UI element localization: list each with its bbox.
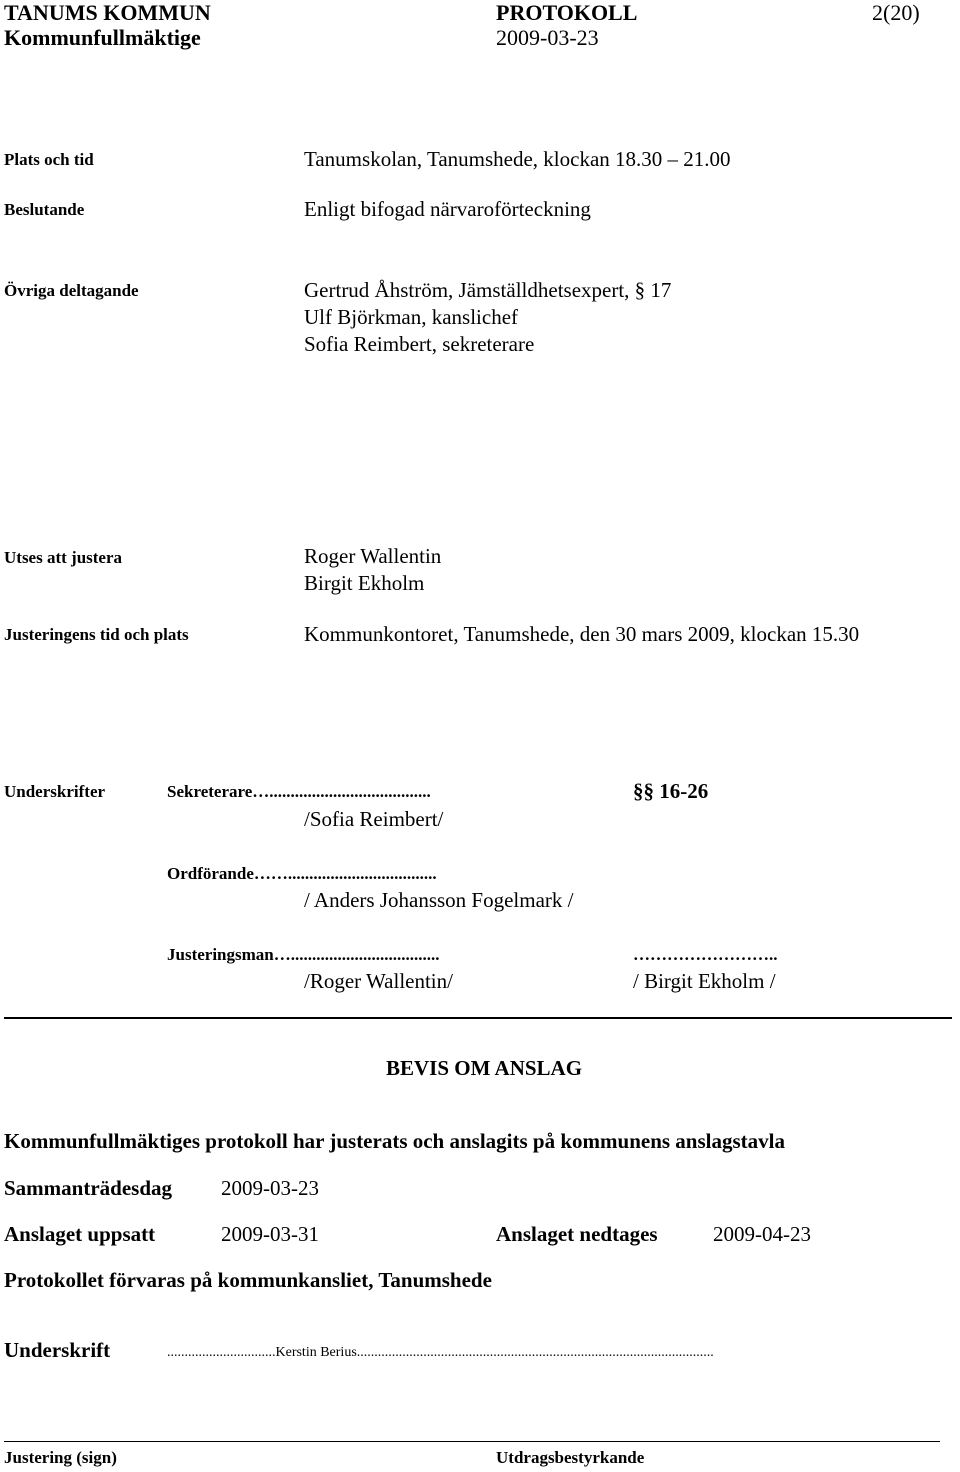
secretary-name: /Sofia Reimbert/ xyxy=(304,807,444,831)
signatures-label: Underskrifter xyxy=(4,782,106,801)
chair-name: / Anders Johansson Fogelmark / xyxy=(304,888,574,912)
others-item: Gertrud Åhström, Jämställdhetsexpert, § 17 xyxy=(304,278,672,302)
meeting-date-label: Sammanträdesdag xyxy=(4,1176,173,1200)
meeting-date: 2009-03-23 xyxy=(496,25,599,50)
decision-value: Enligt bifogad närvaroförteckning xyxy=(304,197,591,221)
footer-right: Utdragsbestyrkande xyxy=(496,1448,645,1467)
paragraphs-range: §§ 16-26 xyxy=(633,779,709,803)
footer-rule xyxy=(4,1441,940,1442)
storage-note: Protokollet förvaras på kommunkansliet, Tanumshede xyxy=(4,1268,492,1292)
section-divider xyxy=(4,1017,952,1019)
body-name: Kommunfullmäktige xyxy=(4,25,201,50)
place-value: Tanumskolan, Tanumshede, klockan 18.30 – 21.00 xyxy=(304,147,731,171)
adjusters-dots: …………………….. xyxy=(633,945,778,964)
adjuster2-name: / Birgit Ekholm / xyxy=(633,969,776,993)
org-name: TANUMS KOMMUN xyxy=(4,0,211,25)
removed-label: Anslaget nedtages xyxy=(496,1222,658,1246)
adjuster1-name: /Roger Wallentin/ xyxy=(304,969,453,993)
notice-title: BEVIS OM ANSLAG xyxy=(386,1056,583,1080)
meeting-date-value: 2009-03-23 xyxy=(221,1176,319,1200)
posted-label: Anslaget uppsatt xyxy=(4,1222,156,1246)
appointed-label: Utses att justera xyxy=(4,548,123,567)
signature-label: Underskrift xyxy=(4,1338,111,1362)
others-item: Sofia Reimbert, sekreterare xyxy=(304,332,535,356)
decision-label: Beslutande xyxy=(4,200,85,219)
adjusters-label: Justeringsman…................................... xyxy=(167,945,440,964)
chair-label: Ordförande……................................... xyxy=(167,864,437,883)
removed-date: 2009-04-23 xyxy=(713,1222,811,1246)
others-label: Övriga deltagande xyxy=(4,281,139,300)
secretary-label: Sekreterare…...................................... xyxy=(167,782,431,801)
signature-line: ...............................Kerstin Berius...................................................................................................... xyxy=(167,1345,714,1360)
place-label: Plats och tid xyxy=(4,150,94,169)
posted-date: 2009-03-31 xyxy=(221,1222,319,1246)
footer-left: Justering (sign) xyxy=(4,1448,117,1467)
page-number: 2(20) xyxy=(872,0,920,25)
appointed-name: Birgit Ekholm xyxy=(304,571,425,595)
appointed-name: Roger Wallentin xyxy=(304,544,442,568)
doc-type: PROTOKOLL xyxy=(496,0,638,25)
others-item: Ulf Björkman, kanslichef xyxy=(304,305,519,329)
time-place-value: Kommunkontoret, Tanumshede, den 30 mars 2009, klockan 15.30 xyxy=(304,622,860,646)
notice-statement: Kommunfullmäktiges protokoll har justerats och anslagits på kommunens anslagstavla xyxy=(4,1129,785,1153)
time-place-label: Justeringens tid och plats xyxy=(4,625,189,644)
